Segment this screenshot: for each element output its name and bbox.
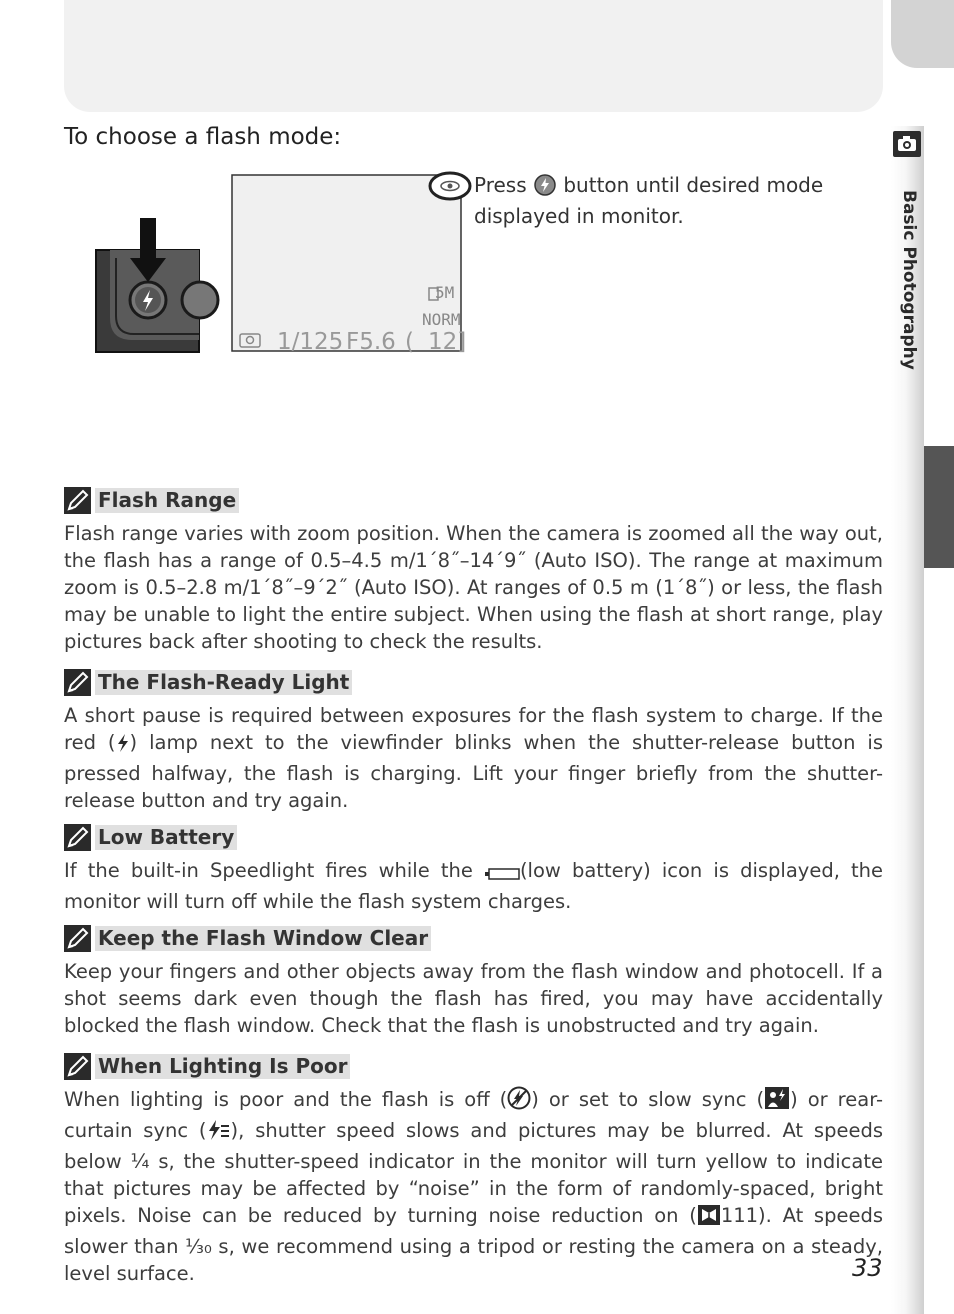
instruction-text xyxy=(474,172,884,230)
note-text: ) lamp next to the viewfinder blinks when the shutter-release button is pressed halfway, the flash is charging. Lift your finger briefly from the shutter-release button and try again. xyxy=(64,731,883,812)
sidebar-chapter-label: Basic Photography xyxy=(899,190,919,370)
camera-button-illustration xyxy=(96,218,200,352)
note-when-lighting-is-poor xyxy=(64,1052,883,1287)
note-title: Flash Range xyxy=(95,488,239,513)
instruction-before: Press xyxy=(474,173,527,197)
note-text: When lighting is poor and the flash is off ( xyxy=(64,1088,508,1111)
rear-curtain-icon xyxy=(207,1119,231,1148)
note-text: ) or set to slow sync ( xyxy=(531,1088,765,1111)
slow-sync-icon xyxy=(764,1086,790,1117)
note-body xyxy=(64,857,883,915)
pencil-icon xyxy=(64,669,91,696)
note-title: Keep the Flash Window Clear xyxy=(95,926,431,951)
pencil-icon xyxy=(64,925,91,952)
note-text: 111). At speeds slower than ¹⁄₃₀ s, we recommend using a tripod or resting the camera on a steady, level surface. xyxy=(64,1204,883,1285)
note-flash-range xyxy=(64,486,883,655)
note-body: Flash range varies with zoom position. When the camera is zoomed all the way out, the flash has a range of 0.5–4.5 m/1´8˝–14´9˝ (Auto ISO). The range at maximum zoom is 0.5–2.8 m/1´8˝–9´2˝ (Auto ISO). At ranges of 0.5 m (1´8˝) or less, the flash may be unable to light the entire subject. When using the flash at short range, play pictures back after shooting to check the results. xyxy=(64,522,883,653)
note-body xyxy=(64,702,883,814)
chapter-tab-top xyxy=(891,0,954,68)
note-text: ) or rear-curtain sync ( xyxy=(64,1088,884,1142)
pencil-icon xyxy=(64,1053,91,1080)
monitor-display xyxy=(231,174,467,355)
monitor-aperture: F5.6 xyxy=(346,329,396,355)
pencil-icon xyxy=(64,824,91,851)
note-keep-flash-window-clear xyxy=(64,924,883,1039)
note-text: A short pause is required between exposures for the flash system to charge. If the red ( xyxy=(64,704,883,754)
note-body: Keep your fingers and other objects away from the flash window and photocell. If a shot seems dark even though the flash has fired, you may have accidentally blocked the flash window. Check that the flash is unobstructed and try again. xyxy=(64,960,883,1037)
page-number: 33 xyxy=(852,1254,883,1282)
low-battery-icon xyxy=(484,861,520,888)
monitor-frames-remaining: 12] xyxy=(428,329,467,355)
flash-lamp-icon xyxy=(116,733,130,760)
camera-icon xyxy=(893,131,921,157)
note-low-battery xyxy=(64,823,883,915)
monitor-frames-open: ( xyxy=(405,329,414,355)
note-title: The Flash-Ready Light xyxy=(95,670,352,695)
top-panel xyxy=(64,0,883,112)
note-title: Low Battery xyxy=(95,825,237,850)
chapter-tab-marker xyxy=(924,446,954,568)
note-text: (low battery) icon is displayed, the monitor will turn off while the flash system charges. xyxy=(64,859,884,913)
note-text: ), shutter speed slows and pictures may be blurred. At speeds below ¼ s, the shutter-speed indicator in the monitor will turn yellow to indicate that pictures may be affected by “noise” in the form of randomly-spaced, bright pixels. Noise can be reduced by turning noise reduction on ( xyxy=(64,1119,883,1227)
instruction-after: button until desired mode displayed in monitor. xyxy=(474,173,824,228)
section-heading: To choose a flash mode: xyxy=(64,124,342,150)
page-reference-icon xyxy=(697,1204,721,1233)
flash-off-icon xyxy=(507,1086,531,1117)
note-body xyxy=(64,1086,883,1287)
pencil-icon xyxy=(64,487,91,514)
monitor-image-size: 5M xyxy=(435,283,455,302)
note-flash-ready-light xyxy=(64,668,883,814)
note-title: When Lighting Is Poor xyxy=(95,1054,350,1079)
monitor-quality: NORM xyxy=(422,310,461,329)
note-text: If the built-in Speedlight fires while the xyxy=(64,859,473,882)
monitor-shutter-speed: 1/125 xyxy=(277,329,344,355)
flash-button-icon xyxy=(533,174,557,203)
